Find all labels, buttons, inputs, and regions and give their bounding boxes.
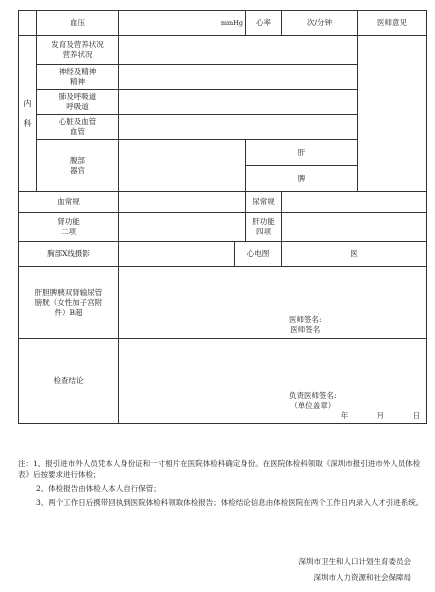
ultrasound-value[interactable] [119, 267, 427, 339]
ecg-value: 医 [282, 242, 427, 267]
ultrasound-signature [289, 315, 322, 335]
development-label: 发育及营养状况 营养状况 [37, 36, 119, 65]
hr-label: 心率 [246, 11, 282, 36]
abdomen-value[interactable] [119, 140, 246, 192]
blood-routine-label: 血常规 [19, 192, 119, 213]
seal-label: （单位盖章） [290, 401, 336, 410]
footer-org-1: 深圳市卫生和人口计划生育委员会 [298, 557, 411, 566]
conclusion-row [19, 339, 427, 424]
liver-label: 肝 [246, 140, 358, 166]
kidney-function-value[interactable] [119, 213, 246, 242]
ecg-label: 心电图 [235, 242, 282, 267]
bp-value-cell [119, 11, 246, 36]
corner-cell [19, 11, 37, 36]
urine-routine-value[interactable] [282, 192, 427, 213]
doctor-signature-label: 医师签名: [289, 315, 322, 324]
abdomen-label: 腹部 器官 [37, 140, 119, 192]
development-value[interactable] [119, 36, 358, 65]
internal-section-label: 内 科 [19, 36, 37, 192]
doctor-signature-label-2: 医师签名 [290, 325, 321, 334]
spleen-label: 脾 [246, 166, 358, 192]
chief-signature [289, 391, 337, 411]
internal-row-1 [19, 36, 427, 65]
conclusion-value[interactable] [119, 339, 427, 424]
labs-row-3 [19, 242, 427, 267]
labs-row-1 [19, 192, 427, 213]
kidney-function-label: 肾功能 二项 [19, 213, 119, 242]
footer-org-2: 深圳市人力资源和社会保障局 [313, 573, 411, 582]
opinion-value-cell[interactable] [358, 36, 427, 192]
note-3: 3、两个工作日后携带回执到医院体检科领取体检报告；体检结论信息由体检医院在两个工作日内录入人才引进系统。 [36, 498, 424, 507]
heart-label: 心脏及血管 血管 [37, 115, 119, 140]
neuro-label: 神经及精神 精神 [37, 65, 119, 90]
opinion-label: 医师意见 [358, 11, 427, 36]
lung-value[interactable] [119, 90, 358, 115]
bp-unit: mmHg [220, 19, 244, 27]
date-month: 月 [376, 411, 385, 420]
note-1: 注：1、报引进市外人员凭本人身份证和一寸相片在医院体检科确定身份。在医院体检科领取《深圳市报引进市外人员体检表》后按要求进行体检； [18, 459, 421, 479]
notes-block [18, 458, 428, 511]
date-line [315, 411, 420, 421]
chief-signature-label: 负责医师签名: [289, 391, 337, 400]
urine-routine-label: 尿常规 [246, 192, 282, 213]
neuro-value[interactable] [119, 65, 358, 90]
liver-function-value[interactable] [282, 213, 427, 242]
chest-xray-label: 胸部X线摄影 [19, 242, 119, 267]
ultrasound-label: 肝胆脾胰双肾输尿管 膀胱（女性加子宫附 件）B超 [19, 267, 119, 339]
hr-unit: 次/分钟 [282, 11, 358, 36]
chest-xray-value[interactable] [119, 242, 235, 267]
note-2: 2、体检报告由体检人本人自行保管； [36, 484, 161, 493]
date-day: 日 [412, 411, 421, 420]
labs-row-2 [19, 213, 427, 242]
exam-form-table [18, 10, 427, 424]
ultrasound-row [19, 267, 427, 339]
conclusion-label: 检查结论 [19, 339, 119, 424]
heart-value[interactable] [119, 115, 358, 140]
bp-label: 血压 [37, 11, 119, 36]
liver-function-label: 肝功能 四项 [246, 213, 282, 242]
lung-label: 肺及呼吸道 呼吸道 [37, 90, 119, 115]
date-year: 年 [340, 411, 349, 420]
vitals-row [19, 11, 427, 36]
blood-routine-value[interactable] [119, 192, 246, 213]
